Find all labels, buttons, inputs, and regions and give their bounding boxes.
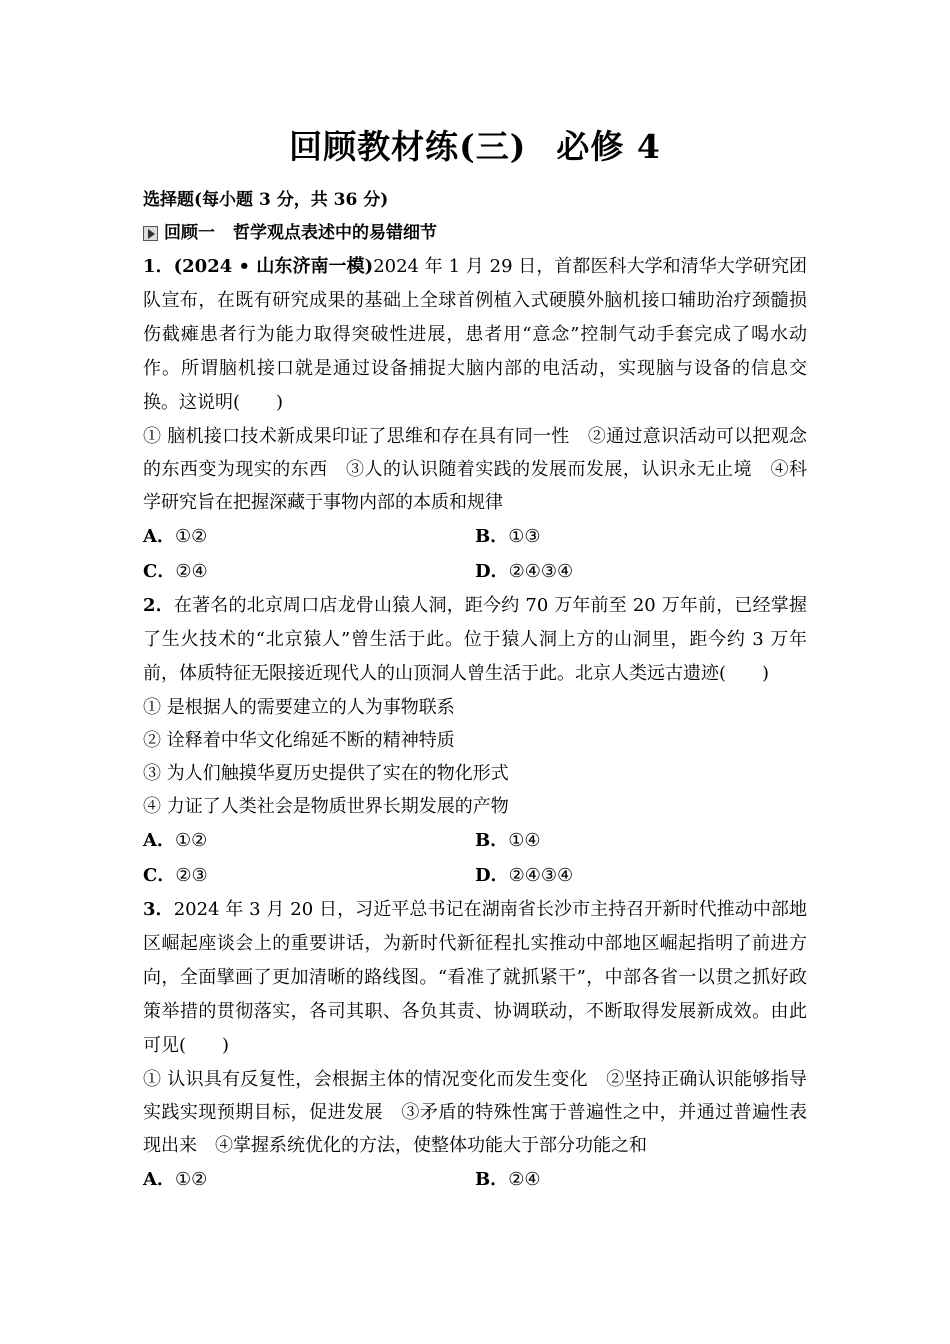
question-stem — [143, 589, 807, 691]
question-3 — [143, 893, 807, 1197]
choice-d[interactable] — [475, 858, 807, 893]
choice-text: ②③ — [175, 865, 208, 886]
choice-text: ②④ — [508, 1169, 541, 1190]
question-number: 1． — [143, 256, 174, 277]
choice-a[interactable] — [143, 823, 475, 858]
page-title — [143, 122, 807, 172]
choice-text: ①② — [174, 830, 208, 851]
statement-option: ④ 力证了人类社会是物质世界长期发展的产物 — [143, 796, 509, 817]
choice-row — [143, 858, 807, 893]
review-topic: 哲学观点表述中的易错细节 — [233, 223, 437, 243]
choice-letter: C． — [143, 865, 176, 886]
choice-text: ②④③④ — [508, 561, 574, 582]
choice-d[interactable] — [475, 554, 807, 589]
choice-c[interactable] — [143, 858, 475, 893]
question-number: 2． — [143, 595, 174, 616]
choice-c[interactable] — [143, 554, 475, 589]
choice-row — [143, 1162, 807, 1197]
section-heading: 选择题(每小题 3 分，共 36 分) — [143, 190, 389, 210]
question-text: 在著名的北京周口店龙骨山猿人洞，距今约 70 万年前至 20 万年前，已经掌握了生火技术的“北京猿人”曾生活于此。位于猿人洞上方的山洞里，距今约 3 万年前，体质特征无限接近现代人的山顶洞人曾生活于此。北京人类远古遗迹( ) — [143, 595, 807, 684]
question-1 — [143, 250, 807, 589]
choice-letter: D． — [475, 865, 509, 886]
choice-text: ①③ — [508, 526, 541, 547]
question-source: (2024 • 山东济南一模) — [173, 256, 374, 277]
choice-a[interactable] — [143, 1162, 475, 1197]
choice-letter: B． — [475, 830, 509, 851]
choice-letter: A． — [143, 1169, 175, 1190]
play-icon — [143, 226, 158, 241]
statement-option: ② 诠释着中华文化绵延不断的精神特质 — [143, 730, 455, 751]
statement-options: ① 脑机接口技术新成果印证了思维和存在具有同一性 ②通过意识活动可以把观念的东西变为现实的东西 ③人的认识随着实践的发展而发展，认识永无止境 ④科学研究旨在把握深藏于事物内部的本质和规律 — [143, 426, 807, 513]
review-label: 回顾一 — [164, 223, 215, 243]
statement-option: ③ 为人们触摸华夏历史提供了实在的物化形式 — [143, 763, 509, 784]
question-text: 2024 年 1 月 29 日，首都医科大学和清华大学研究团队宣布，在既有研究成果的基础上全球首例植入式硬膜外脑机接口辅助治疗颈髓损伤截瘫患者行为能力取得突破性进展，患者用“意念”控制气动手套完成了喝水动作。所谓脑机接口就是通过设备捕捉大脑内部的电活动，实现脑与设备的信息交换。这说明( ) — [143, 256, 808, 413]
choice-b[interactable] — [475, 519, 807, 554]
choice-text: ②④ — [175, 561, 208, 582]
statement-options: ① 认识具有反复性，会根据主体的情况变化而发生变化 ②坚持正确认识能够指导实践实现预期目标，促进发展 ③矛盾的特殊性寓于普遍性之中，并通过普遍性表现出来 ④掌握系统优化的方法，使整体功能大于部分功能之和 — [143, 1069, 807, 1156]
choice-row — [143, 519, 807, 554]
choice-row — [143, 823, 807, 858]
choice-letter: B． — [475, 526, 509, 547]
choice-letter: C． — [143, 561, 176, 582]
question-stem — [143, 893, 807, 1063]
statement-option: ① 是根据人的需要建立的人为事物联系 — [143, 697, 455, 718]
choice-letter: A． — [143, 830, 175, 851]
review-heading — [143, 217, 807, 250]
choice-letter: A． — [143, 526, 175, 547]
choice-b[interactable] — [475, 1162, 807, 1197]
question-number: 3． — [143, 899, 174, 920]
choice-b[interactable] — [475, 823, 807, 858]
title-sub: 必修 4 — [556, 127, 661, 166]
choice-letter: D． — [475, 561, 509, 582]
choice-letter: B． — [475, 1169, 509, 1190]
question-stem — [143, 250, 807, 420]
choice-text: ①④ — [508, 830, 541, 851]
choice-text: ②④③④ — [508, 865, 574, 886]
question-2 — [143, 589, 807, 893]
choice-text: ①② — [174, 526, 208, 547]
choice-row — [143, 554, 807, 589]
choice-text: ①② — [174, 1169, 208, 1190]
title-main: 回顾教材练(三) — [289, 127, 527, 166]
question-text: 2024 年 3 月 20 日，习近平总书记在湖南省长沙市主持召开新时代推动中部地区崛起座谈会上的重要讲话，为新时代新征程扎实推动中部地区崛起指明了前进方向，全面擘画了更加清晰的路线图。“看准了就抓紧干”，中部各省一以贯之抓好政策举措的贯彻落实，各司其职、各负其责、协调联动，不断取得发展新成效。由此可见( ) — [143, 899, 807, 1056]
choice-a[interactable] — [143, 519, 475, 554]
